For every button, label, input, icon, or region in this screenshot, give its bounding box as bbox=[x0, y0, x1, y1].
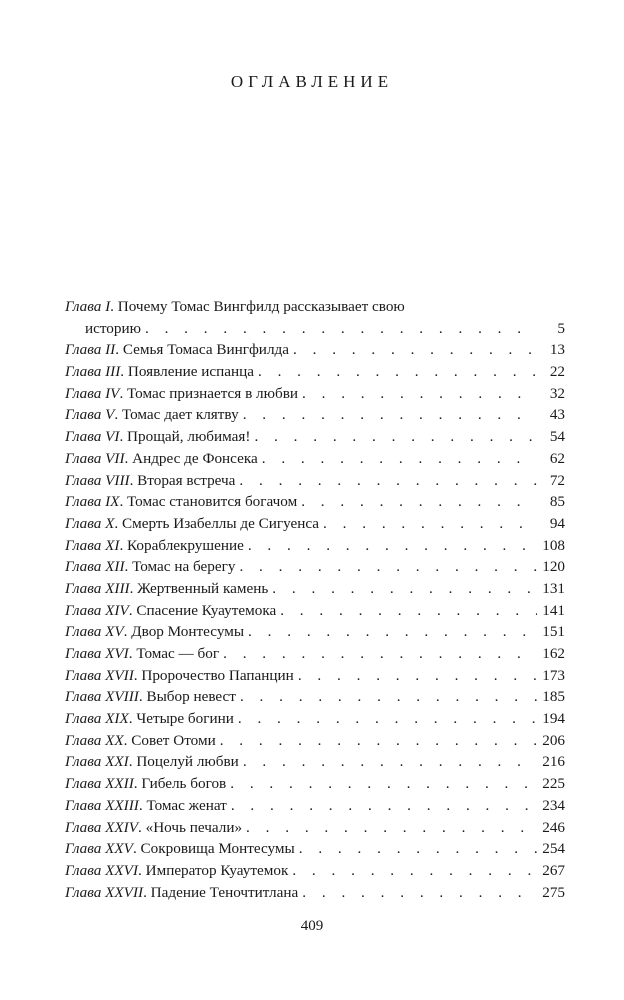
toc-entry-1-line1[interactable]: Глава I. Почему Томас Вингфилд рассказывает свою bbox=[65, 298, 405, 315]
page-number: 206 bbox=[542, 731, 565, 749]
chapter-title-continuation: историю bbox=[85, 319, 141, 337]
toc-entry[interactable]: Глава XXIV . «Ночь печали» . . . 246 bbox=[65, 817, 565, 839]
page-number: 275 bbox=[542, 883, 565, 901]
page-number: 246 bbox=[542, 818, 565, 836]
chapter-title: Томас дает клятву bbox=[121, 406, 239, 424]
toc-entries bbox=[65, 339, 565, 903]
dot-leader bbox=[243, 404, 537, 426]
dot-leader bbox=[299, 838, 537, 860]
toc-entry[interactable]: Глава XXVI . Император Куаутемок . . . 267 bbox=[65, 860, 565, 882]
dot-leader bbox=[272, 578, 537, 600]
toc-entry[interactable]: Глава XV . Двор Монтесумы . . . 151 bbox=[65, 621, 565, 643]
page-number: 141 bbox=[542, 601, 565, 619]
dot-leader bbox=[323, 513, 537, 535]
page-number: 72 bbox=[549, 471, 565, 489]
chapter-title: Выбор невест bbox=[146, 688, 236, 706]
chapter-title: Поцелуй любви bbox=[136, 753, 239, 771]
chapter-title: Падение Теночтитлана bbox=[150, 883, 299, 901]
chapter-label: Глава XV bbox=[65, 623, 124, 641]
page-number: 185 bbox=[542, 688, 565, 706]
toc-entry[interactable]: Глава X . Смерть Изабеллы де Сигуенса . . . 94 bbox=[65, 513, 565, 535]
chapter-title: Четыре богини bbox=[136, 710, 234, 728]
chapter-label: Глава V bbox=[65, 406, 115, 424]
toc-entry[interactable]: Глава VII . Андрес де Фонсека . . . 62 bbox=[65, 448, 565, 470]
chapter-title: Прощай, любимая! bbox=[127, 428, 251, 446]
toc-entry[interactable]: Глава XII . Томас на берегу . . . 120 bbox=[65, 556, 565, 578]
table-of-contents bbox=[65, 296, 565, 903]
page-number: 267 bbox=[542, 861, 565, 879]
toc-entry[interactable]: Глава XVII . Пророчество Папанцин . . . 173 bbox=[65, 665, 565, 687]
chapter-title: Томас женат bbox=[146, 796, 227, 814]
page-number: 234 bbox=[542, 796, 565, 814]
toc-entry[interactable]: Глава III . Появление испанца . . . 22 bbox=[65, 361, 565, 383]
toc-entry[interactable]: Глава VI . Прощай, любимая! . . . 54 bbox=[65, 426, 565, 448]
chapter-title: Гибель богов bbox=[141, 775, 227, 793]
page-number: 162 bbox=[542, 645, 565, 662]
dot-leader bbox=[293, 339, 537, 361]
chapter-label: Глава VI bbox=[65, 428, 120, 446]
toc-entry[interactable]: Глава XIV . Спасение Куаутемока . . . 141 bbox=[65, 600, 565, 622]
dot-leader bbox=[223, 643, 537, 665]
dot-leader bbox=[280, 600, 537, 622]
page-number: 13 bbox=[549, 341, 565, 359]
chapter-title: Томас становится богачом bbox=[127, 493, 298, 511]
page-number: 54 bbox=[549, 428, 565, 446]
toc-entry[interactable]: Глава VIII . Вторая встреча . . . 72 bbox=[65, 470, 565, 492]
toc-entry[interactable]: Глава IX . Томас становится богачом . . . 85 bbox=[65, 491, 565, 513]
chapter-label: Глава VIII bbox=[65, 471, 130, 489]
dot-leader bbox=[246, 817, 537, 839]
folio-page-number: 409 bbox=[300, 918, 324, 934]
chapter-label: Глава XXVI bbox=[65, 861, 139, 879]
page-number: 108 bbox=[542, 536, 565, 554]
chapter-label: Глава XXII bbox=[65, 775, 134, 793]
chapter-label: Глава XX bbox=[65, 731, 124, 749]
chapter-label: Глава XIII bbox=[65, 579, 130, 597]
toc-entry[interactable]: Глава II . Семья Томаса Вингфилда . . . 13 bbox=[65, 339, 565, 361]
page-number: 254 bbox=[542, 840, 565, 858]
toc-entry[interactable]: Глава XIII . Жертвенный камень . . . 131 bbox=[65, 578, 565, 600]
chapter-title: Почему Томас Вингфилд рассказывает свою bbox=[117, 298, 405, 315]
toc-entry[interactable]: Глава XXIII . Томас женат . . . 234 bbox=[65, 795, 565, 817]
page-number: 62 bbox=[549, 449, 565, 467]
page-number: 85 bbox=[549, 493, 565, 511]
dot-leader bbox=[145, 318, 537, 340]
page-number: 151 bbox=[542, 623, 565, 641]
dot-leader bbox=[302, 882, 537, 904]
chapter-title: Спасение Куаутемока bbox=[136, 601, 277, 619]
dot-leader bbox=[239, 470, 537, 492]
page-number: 94 bbox=[549, 514, 565, 532]
chapter-label: Глава I bbox=[65, 298, 111, 315]
chapter-label: Глава X bbox=[65, 514, 115, 532]
chapter-label: Глава XXIII bbox=[65, 796, 139, 814]
chapter-title: Вторая встреча bbox=[137, 471, 236, 489]
dot-leader bbox=[220, 730, 537, 752]
toc-entry[interactable]: Глава XI . Кораблекрушение . . . 108 bbox=[65, 535, 565, 557]
page-number: 32 bbox=[549, 384, 565, 402]
dot-leader bbox=[248, 535, 537, 557]
chapter-title: Император Куаутемок bbox=[145, 861, 289, 879]
dot-leader bbox=[302, 383, 537, 405]
chapter-label: Глава XXVII bbox=[65, 883, 144, 901]
chapter-label: Глава XXV bbox=[65, 840, 133, 858]
chapter-label: Глава XIV bbox=[65, 601, 129, 619]
page-number: 43 bbox=[549, 406, 565, 424]
dot-leader bbox=[238, 708, 537, 730]
chapter-title: Томас признается в любви bbox=[127, 384, 298, 402]
chapter-label: Глава XXIV bbox=[65, 818, 139, 836]
chapter-label: Глава II bbox=[65, 341, 116, 359]
dot-leader bbox=[231, 795, 537, 817]
toc-entry[interactable]: Глава XXVII . Падение Теночтитлана . . . 275 bbox=[65, 882, 565, 904]
toc-entry[interactable]: Глава V . Томас дает клятву . . . 43 bbox=[65, 404, 565, 426]
toc-entry[interactable]: Глава XXII . Гибель богов . . . 225 bbox=[65, 773, 565, 795]
page-number: 22 bbox=[549, 363, 565, 381]
dot-leader bbox=[298, 665, 537, 687]
toc-entry[interactable]: Глава XXI . Поцелуй любви . . . 216 bbox=[65, 751, 565, 773]
chapter-title: Томас на берегу bbox=[132, 558, 236, 576]
chapter-label: Глава XII bbox=[65, 558, 125, 576]
toc-entry[interactable]: Глава XVI . Томас — бог . . . 162 bbox=[65, 643, 565, 665]
chapter-title: Томас — бог bbox=[136, 645, 220, 662]
dot-leader bbox=[292, 860, 537, 882]
chapter-label: Глава XIX bbox=[65, 710, 129, 728]
chapter-label: Глава XI bbox=[65, 536, 120, 554]
dot-leader bbox=[301, 491, 537, 513]
dot-leader bbox=[239, 556, 537, 578]
chapter-label: Глава XXI bbox=[65, 753, 129, 771]
chapter-label: Глава XVI bbox=[65, 645, 129, 662]
page-title: ОГЛАВЛЕНИЕ bbox=[230, 72, 394, 91]
chapter-title: Совет Отоми bbox=[131, 731, 216, 749]
chapter-title: Жертвенный камень bbox=[137, 579, 269, 597]
chapter-label: Глава III bbox=[65, 363, 121, 381]
chapter-title: Смерть Изабеллы де Сигуенса bbox=[121, 514, 320, 532]
chapter-label: Глава IX bbox=[65, 493, 120, 511]
page-number: 216 bbox=[542, 753, 565, 771]
chapter-title: Сокровища Монтесумы bbox=[140, 840, 295, 858]
page-number: 194 bbox=[542, 710, 565, 728]
page-number: 5 bbox=[557, 319, 565, 337]
toc-entry[interactable]: Глава XVIII . Выбор невест . . . 185 bbox=[65, 686, 565, 708]
toc-entry[interactable]: Глава XIX . Четыре богини . . . 194 bbox=[65, 708, 565, 730]
dot-leader bbox=[230, 773, 537, 795]
dot-leader bbox=[254, 426, 537, 448]
chapter-label: Глава IV bbox=[65, 384, 120, 402]
page-number: 173 bbox=[542, 666, 565, 684]
toc-entry[interactable]: Глава XX . Совет Отоми . . . 206 bbox=[65, 730, 565, 752]
chapter-label: Глава XVII bbox=[65, 666, 134, 684]
chapter-title: Появление испанца bbox=[127, 363, 254, 381]
toc-entry[interactable]: Глава XXV . Сокровища Монтесумы . . . 254 bbox=[65, 838, 565, 860]
dot-leader bbox=[258, 361, 537, 383]
dot-leader bbox=[262, 448, 537, 470]
dot-leader bbox=[243, 751, 537, 773]
chapter-title: Андрес де Фонсека bbox=[132, 449, 258, 467]
chapter-title: «Ночь печали» bbox=[145, 818, 243, 836]
toc-entry-1-line2[interactable] bbox=[65, 318, 565, 340]
chapter-title: Двор Монтесумы bbox=[131, 623, 245, 641]
dot-leader bbox=[248, 621, 537, 643]
page-number: 131 bbox=[542, 579, 565, 597]
chapter-label: Глава VII bbox=[65, 449, 125, 467]
page-number: 120 bbox=[542, 558, 565, 576]
chapter-title: Кораблекрушение bbox=[127, 536, 244, 554]
chapter-label: Глава XVIII bbox=[65, 688, 139, 706]
chapter-title: Пророчество Папанцин bbox=[141, 666, 294, 684]
chapter-title: Семья Томаса Вингфилда bbox=[122, 341, 289, 359]
page-number: 225 bbox=[542, 775, 565, 793]
dot-leader bbox=[240, 686, 537, 708]
toc-entry[interactable]: Глава IV . Томас признается в любви . . . 32 bbox=[65, 383, 565, 405]
